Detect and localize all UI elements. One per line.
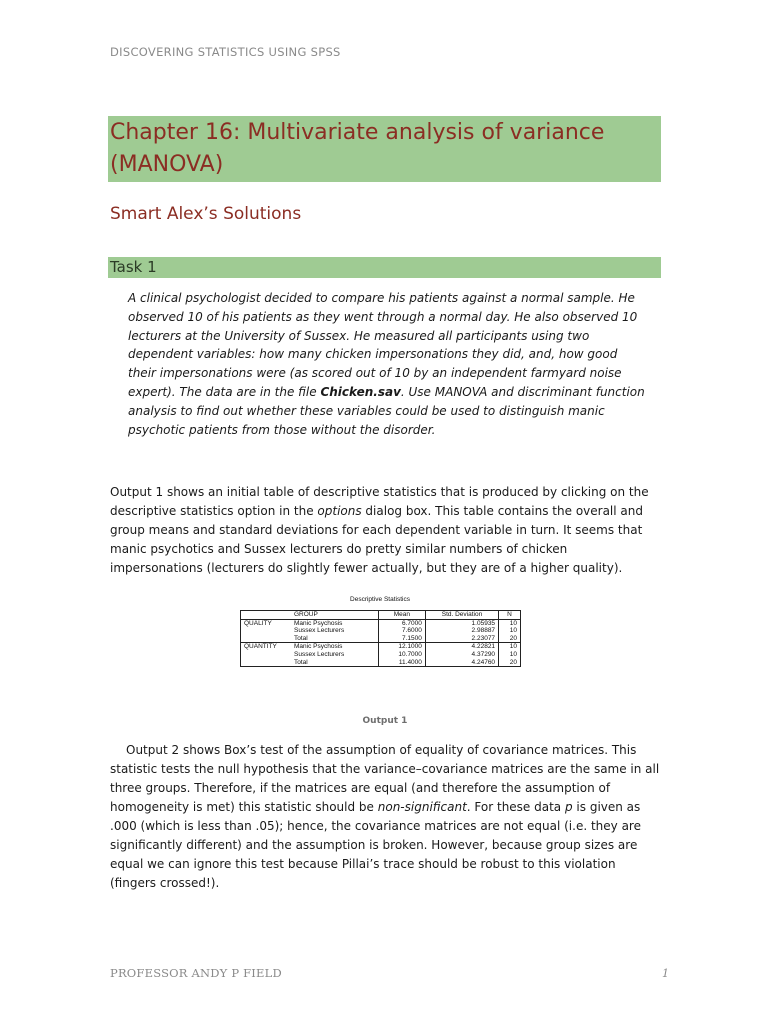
cell-sd: 4.24760 bbox=[425, 659, 498, 667]
cell-variable bbox=[241, 651, 292, 659]
p-symbol: p bbox=[564, 800, 573, 814]
chapter-title bbox=[110, 116, 661, 181]
chapter-title-line1: Chapter 16: Multivariate analysis of variance bbox=[110, 120, 605, 145]
chapter-title-line2: (MANOVA) bbox=[110, 152, 224, 177]
table-row bbox=[241, 651, 521, 659]
cell-mean: 10.7000 bbox=[378, 651, 425, 659]
cell-n: 10 bbox=[499, 619, 521, 627]
table-row bbox=[241, 635, 521, 643]
task-text-after: . Use MANOVA and discriminant function analysis to find out whether these variables could be used to distinguish manic psychotic patients from those without the disorder. bbox=[128, 384, 645, 437]
cell-n: 10 bbox=[499, 643, 521, 651]
table-row bbox=[241, 643, 521, 651]
header-n: N bbox=[499, 611, 521, 620]
footer-author: PROFESSOR ANDY P FIELD bbox=[110, 966, 282, 980]
table-row bbox=[241, 619, 521, 627]
header-variable bbox=[241, 611, 292, 620]
descriptive-statistics-table bbox=[240, 610, 521, 667]
cell-variable bbox=[241, 635, 292, 643]
section-subtitle: Smart Alex’s Solutions bbox=[110, 204, 302, 224]
table-header-row bbox=[241, 611, 521, 620]
cell-variable: QUALITY bbox=[244, 619, 272, 627]
options-word: options bbox=[317, 504, 362, 518]
cell-mean: 12.1000 bbox=[378, 643, 425, 651]
table-row bbox=[241, 627, 521, 635]
para1-part2: dialog box. This table contains the overall and group means and standard deviations for each dependent variable in turn. It seems that manic psychotics and Sussex lecturers do pretty similar numbers of chicken impersonations (lecturers do slightly fewer actually, but they are of a higher quality). bbox=[110, 504, 643, 575]
table-row bbox=[241, 659, 521, 667]
cell-sd: 4.22821 bbox=[425, 643, 498, 651]
cell-sd: 2.23077 bbox=[425, 635, 498, 643]
task-description bbox=[128, 289, 648, 439]
cell-sd: 1.05935 bbox=[425, 619, 498, 627]
paragraph-output2 bbox=[110, 741, 660, 893]
cell-group: Total bbox=[294, 658, 308, 666]
header-sd: Std. Deviation bbox=[425, 611, 498, 620]
header-mean: Mean bbox=[378, 611, 425, 620]
para2-part1: Output 2 shows Box’s test of the assumption of equality of covariance matrices. This statistic tests the null hypothesis that the variance–covariance matrices are the same in all three groups. Therefore, if the matrices are equal (and therefore the assumption of homogeneity is met) this statistic should be bbox=[110, 743, 660, 814]
data-file-name: Chicken.sav bbox=[320, 384, 401, 399]
cell-group: Manic Psychosis bbox=[294, 619, 343, 627]
para1-part1: Output 1 shows an initial table of descriptive statistics that is produced by clicking on the descriptive statistics option in the bbox=[110, 485, 649, 518]
cell-variable bbox=[241, 659, 292, 667]
output-caption: Output 1 bbox=[362, 716, 408, 726]
task-text-before: A clinical psychologist decided to compare his patients against a normal sample. He observed 10 of his patients as they went through a normal day. He also observed 10 lecturers at the University of Sussex. He measured all participants using two dependent variables: how many chicken impersonations they did, and, how good their impersonations were (as scored out of 10 by an independent farmyard noise expert). The data are in the file bbox=[128, 291, 638, 399]
table-title: Descriptive Statistics bbox=[350, 596, 410, 603]
cell-n: 10 bbox=[499, 651, 521, 659]
task-heading-bar bbox=[108, 257, 661, 278]
cell-variable: QUANTITY bbox=[241, 643, 292, 651]
cell-group: Manic Psychosis bbox=[291, 643, 378, 651]
cell-mean: 7.1500 bbox=[378, 635, 425, 643]
page-number: 1 bbox=[662, 967, 669, 980]
cell-sd: 4.37290 bbox=[425, 651, 498, 659]
paragraph-output1 bbox=[110, 483, 660, 578]
chapter-title-box bbox=[108, 116, 661, 182]
cell-mean: 11.4000 bbox=[378, 659, 425, 667]
para2-part2: . For these data bbox=[466, 800, 565, 814]
cell-variable bbox=[241, 627, 292, 635]
cell-group: Sussex Lecturers bbox=[294, 627, 345, 635]
running-header: DISCOVERING STATISTICS USING SPSS bbox=[110, 45, 341, 59]
cell-mean: 6.7000 bbox=[378, 619, 425, 627]
cell-n: 20 bbox=[499, 659, 521, 667]
cell-n: 10 bbox=[499, 627, 521, 635]
cell-group: Sussex Lecturers bbox=[294, 650, 345, 658]
para2-part3: is given as .000 (which is less than .05); hence, the covariance matrices are not equal (i.e. they are significantly different) and the assumption is broken. However, because group sizes are equal we can ignore this test because Pillai’s trace should be robust to this violation (fingers crossed!). bbox=[110, 800, 641, 890]
cell-sd: 2.98887 bbox=[425, 627, 498, 635]
header-group: GROUP bbox=[291, 611, 378, 620]
non-significant-word: non-significant bbox=[377, 800, 467, 814]
cell-group: Total bbox=[294, 634, 308, 642]
cell-n: 20 bbox=[499, 635, 521, 643]
task-heading: Task 1 bbox=[110, 258, 157, 276]
cell-mean: 7.6000 bbox=[378, 627, 425, 635]
